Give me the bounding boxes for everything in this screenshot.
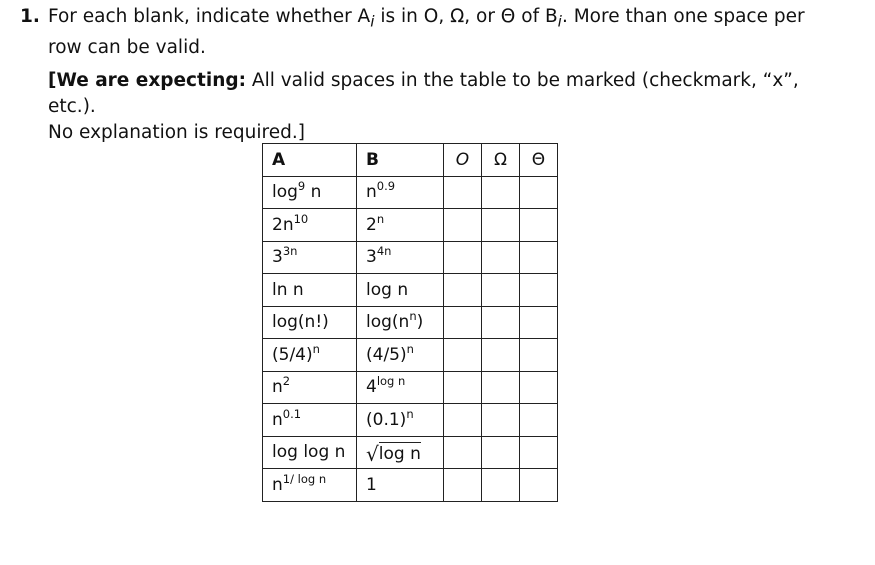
cell-a-base: n bbox=[272, 474, 283, 495]
cell-b-base: 4 bbox=[366, 377, 377, 398]
table-row bbox=[263, 404, 558, 437]
cell-a bbox=[263, 436, 357, 469]
cell-b-base: log bbox=[366, 279, 398, 300]
cell-b-base: log(n bbox=[366, 312, 410, 333]
cell-a-base: n bbox=[272, 377, 283, 398]
answer-cell-theta[interactable] bbox=[520, 371, 558, 404]
answer-cell-omega[interactable] bbox=[482, 469, 520, 502]
cell-b-exponent: n bbox=[409, 309, 417, 324]
table-row bbox=[263, 339, 558, 372]
cell-a-exponent: 0.1 bbox=[282, 406, 302, 421]
sqrt-icon: √ bbox=[366, 442, 379, 467]
problem-number: 1. bbox=[20, 6, 40, 27]
cell-b bbox=[357, 306, 444, 339]
cell-a-base: (5/4) bbox=[272, 344, 313, 365]
answer-cell-big-o[interactable] bbox=[444, 209, 482, 242]
cell-b-exponent: n bbox=[376, 211, 385, 226]
cell-a-exponent: n bbox=[312, 341, 320, 356]
cell-a bbox=[263, 306, 357, 339]
cell-b-exponent: log n bbox=[376, 374, 406, 389]
answer-cell-theta[interactable] bbox=[520, 436, 558, 469]
header-omega: Ω bbox=[482, 144, 520, 177]
cell-a-base: log(n!) bbox=[272, 312, 329, 333]
answer-cell-omega[interactable] bbox=[482, 404, 520, 437]
problem-text: For each blank, indicate whether $A_i$ is in O, Ω, or Θ of $B_i$. More than one space per row can be valid. bbox=[48, 6, 805, 58]
answer-cell-omega[interactable] bbox=[482, 371, 520, 404]
cell-b-base: 1 bbox=[366, 474, 377, 495]
cell-a bbox=[263, 469, 357, 502]
answer-cell-big-o[interactable] bbox=[444, 371, 482, 404]
cell-a-base: log log n bbox=[272, 442, 346, 463]
cell-a-base: 3 bbox=[272, 247, 283, 268]
answer-cell-big-o[interactable] bbox=[444, 436, 482, 469]
cell-b bbox=[357, 209, 444, 242]
cell-b bbox=[357, 371, 444, 404]
cell-b-tail: n bbox=[397, 279, 409, 300]
asymptotic-table bbox=[262, 143, 558, 502]
answer-cell-omega[interactable] bbox=[482, 241, 520, 274]
cell-a bbox=[263, 274, 357, 307]
cell-b-tail: ) bbox=[416, 312, 424, 333]
cell-b bbox=[357, 274, 444, 307]
table-row bbox=[263, 436, 558, 469]
table-row bbox=[263, 274, 558, 307]
cell-a-exponent: 1/ log n bbox=[282, 471, 327, 486]
answer-cell-omega[interactable] bbox=[482, 339, 520, 372]
answer-cell-big-o[interactable] bbox=[444, 176, 482, 209]
answer-cell-omega[interactable] bbox=[482, 436, 520, 469]
table-row bbox=[263, 469, 558, 502]
cell-a-exponent: 3n bbox=[282, 244, 298, 259]
table-row bbox=[263, 371, 558, 404]
header-b: B bbox=[357, 144, 444, 177]
table-body bbox=[263, 176, 558, 501]
table-row bbox=[263, 176, 558, 209]
answer-cell-big-o[interactable] bbox=[444, 306, 482, 339]
answer-cell-theta[interactable] bbox=[520, 306, 558, 339]
expect-bold: [We are expecting: bbox=[48, 70, 247, 91]
cell-b-base: n bbox=[366, 182, 377, 203]
cell-a-base: log bbox=[272, 182, 298, 203]
cell-b-exponent: n bbox=[406, 341, 414, 356]
answer-cell-big-o[interactable] bbox=[444, 241, 482, 274]
answer-cell-theta[interactable] bbox=[520, 176, 558, 209]
answer-cell-omega[interactable] bbox=[482, 306, 520, 339]
cell-b bbox=[357, 469, 444, 502]
cell-a bbox=[263, 371, 357, 404]
header-theta: Θ bbox=[520, 144, 558, 177]
cell-b-exponent: n bbox=[406, 406, 414, 421]
header-a: A bbox=[263, 144, 357, 177]
cell-a bbox=[263, 241, 357, 274]
cell-a bbox=[263, 339, 357, 372]
answer-cell-theta[interactable] bbox=[520, 274, 558, 307]
expectation-note bbox=[48, 68, 848, 146]
cell-a-base: 2n bbox=[272, 214, 294, 235]
cell-a-exponent: 2 bbox=[282, 374, 291, 389]
expect-rest: All valid spaces in the table to be marked (checkmark, “x”, etc.). bbox=[48, 70, 799, 117]
expect-line2: No explanation is required.] bbox=[48, 122, 305, 143]
answer-cell-big-o[interactable] bbox=[444, 339, 482, 372]
cell-b bbox=[357, 339, 444, 372]
table-row bbox=[263, 209, 558, 242]
cell-a-tail: n bbox=[292, 279, 304, 300]
cell-a-base: ln bbox=[272, 279, 293, 300]
cell-b-base: (4/5) bbox=[366, 344, 407, 365]
answer-cell-omega[interactable] bbox=[482, 176, 520, 209]
cell-b-base: 3 bbox=[366, 247, 377, 268]
cell-a bbox=[263, 176, 357, 209]
cell-a bbox=[263, 404, 357, 437]
cell-b-exponent: 4n bbox=[376, 244, 392, 259]
cell-b-base: 2 bbox=[366, 214, 377, 235]
answer-cell-omega[interactable] bbox=[482, 274, 520, 307]
answer-cell-theta[interactable] bbox=[520, 209, 558, 242]
problem-statement bbox=[20, 4, 855, 61]
answer-cell-big-o[interactable] bbox=[444, 469, 482, 502]
table-header-row bbox=[263, 144, 558, 177]
answer-cell-theta[interactable] bbox=[520, 339, 558, 372]
table-row bbox=[263, 241, 558, 274]
answer-cell-big-o[interactable] bbox=[444, 274, 482, 307]
cell-a bbox=[263, 209, 357, 242]
cell-b-radicand: log n bbox=[378, 444, 421, 465]
table-row bbox=[263, 306, 558, 339]
cell-b bbox=[357, 176, 444, 209]
cell-b bbox=[357, 404, 444, 437]
answer-cell-theta[interactable] bbox=[520, 241, 558, 274]
cell-a-tail: n bbox=[305, 182, 322, 203]
cell-b-base: (0.1) bbox=[366, 409, 407, 430]
answer-cell-big-o[interactable] bbox=[444, 404, 482, 437]
cell-b bbox=[357, 436, 444, 469]
answer-cell-theta[interactable] bbox=[520, 404, 558, 437]
cell-b bbox=[357, 241, 444, 274]
answer-cell-omega[interactable] bbox=[482, 209, 520, 242]
header-big-o: O bbox=[444, 144, 482, 177]
answer-cell-theta[interactable] bbox=[520, 469, 558, 502]
cell-b-exponent: 0.9 bbox=[376, 179, 396, 194]
cell-a-base: n bbox=[272, 409, 283, 430]
cell-a-exponent: 9 bbox=[297, 179, 306, 194]
cell-a-exponent: 10 bbox=[293, 211, 309, 226]
